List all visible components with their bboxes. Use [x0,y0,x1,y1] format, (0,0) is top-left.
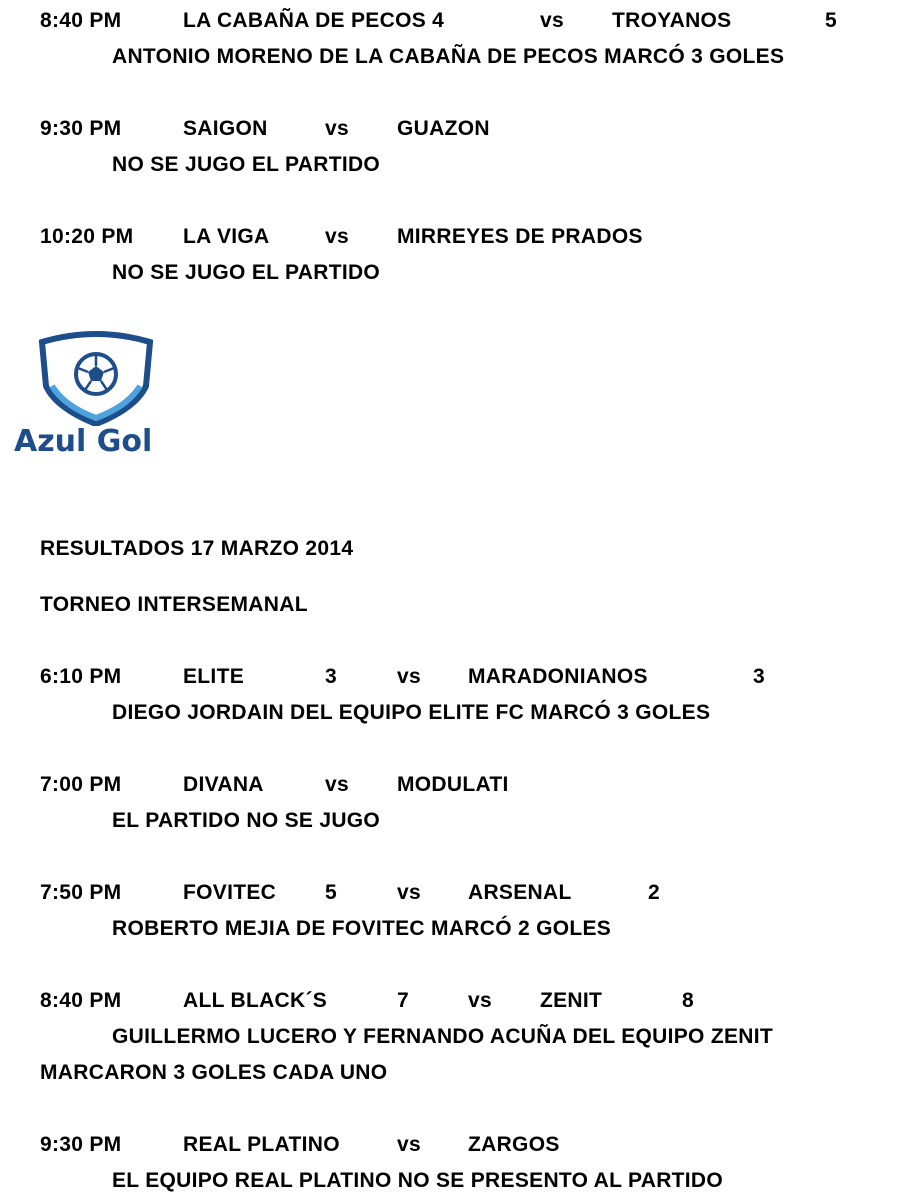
versus-label: vs [397,1133,421,1156]
away-score: 3 [753,665,765,688]
home-team: LA VIGA [183,225,270,248]
results-title: RESULTADOS 17 MARZO 2014 [40,537,354,560]
match-note: DIEGO JORDAIN DEL EQUIPO ELITE FC MARCÓ 3 GOLES [112,701,711,724]
match-time: 9:30 PM [40,117,122,140]
versus-label: vs [325,773,349,796]
versus-label: vs [540,9,564,32]
away-team: MARADONIANOS [468,665,648,688]
away-score: 5 [825,9,837,32]
away-team: ZARGOS [468,1133,560,1156]
home-score: 5 [325,881,337,904]
versus-label: vs [397,881,421,904]
home-team: LA CABAÑA DE PECOS 4 [183,9,445,32]
away-team: ZENIT [540,989,603,1012]
azul-gol-logo [14,328,154,464]
away-team: TROYANOS [612,9,732,32]
home-score: 3 [325,665,337,688]
versus-label: vs [325,225,349,248]
match-time: 7:00 PM [40,773,122,796]
tournament-name: TORNEO INTERSEMANAL [40,593,308,616]
match-time: 8:40 PM [40,9,122,32]
home-team: ALL BLACK´S [183,989,328,1012]
away-team: GUAZON [397,117,490,140]
match-note: ANTONIO MORENO DE LA CABAÑA DE PECOS MARCÓ 3 GOLES [112,45,785,68]
match-note: EL EQUIPO REAL PLATINO NO SE PRESENTO AL PARTIDO [112,1169,724,1192]
match-time: 7:50 PM [40,881,122,904]
home-team: SAIGON [183,117,268,140]
away-team: ARSENAL [468,881,572,904]
home-team: ELITE [183,665,245,688]
shield-ball-icon [36,328,154,426]
match-time: 6:10 PM [40,665,122,688]
versus-label: vs [468,989,492,1012]
home-team: DIVANA [183,773,264,796]
match-note: EL PARTIDO NO SE JUGO [112,809,381,832]
versus-label: vs [325,117,349,140]
away-score: 8 [682,989,694,1012]
away-score: 2 [648,881,660,904]
away-team: MODULATI [397,773,509,796]
match-note: GUILLERMO LUCERO Y FERNANDO ACUÑA DEL EQUIPO ZENIT [112,1025,773,1048]
match-note-continued: MARCARON 3 GOLES CADA UNO [40,1061,388,1084]
home-team: FOVITEC [183,881,277,904]
match-time: 8:40 PM [40,989,122,1012]
home-team: REAL PLATINO [183,1133,340,1156]
home-score: 7 [397,989,409,1012]
match-time: 9:30 PM [40,1133,122,1156]
match-note: NO SE JUGO EL PARTIDO [112,261,381,284]
match-note: ROBERTO MEJIA DE FOVITEC MARCÓ 2 GOLES [112,917,612,940]
match-time: 10:20 PM [40,225,134,248]
match-note: NO SE JUGO EL PARTIDO [112,153,381,176]
versus-label: vs [397,665,421,688]
away-team: MIRREYES DE PRADOS [397,225,643,248]
logo-text: Azul Gol [14,424,153,459]
